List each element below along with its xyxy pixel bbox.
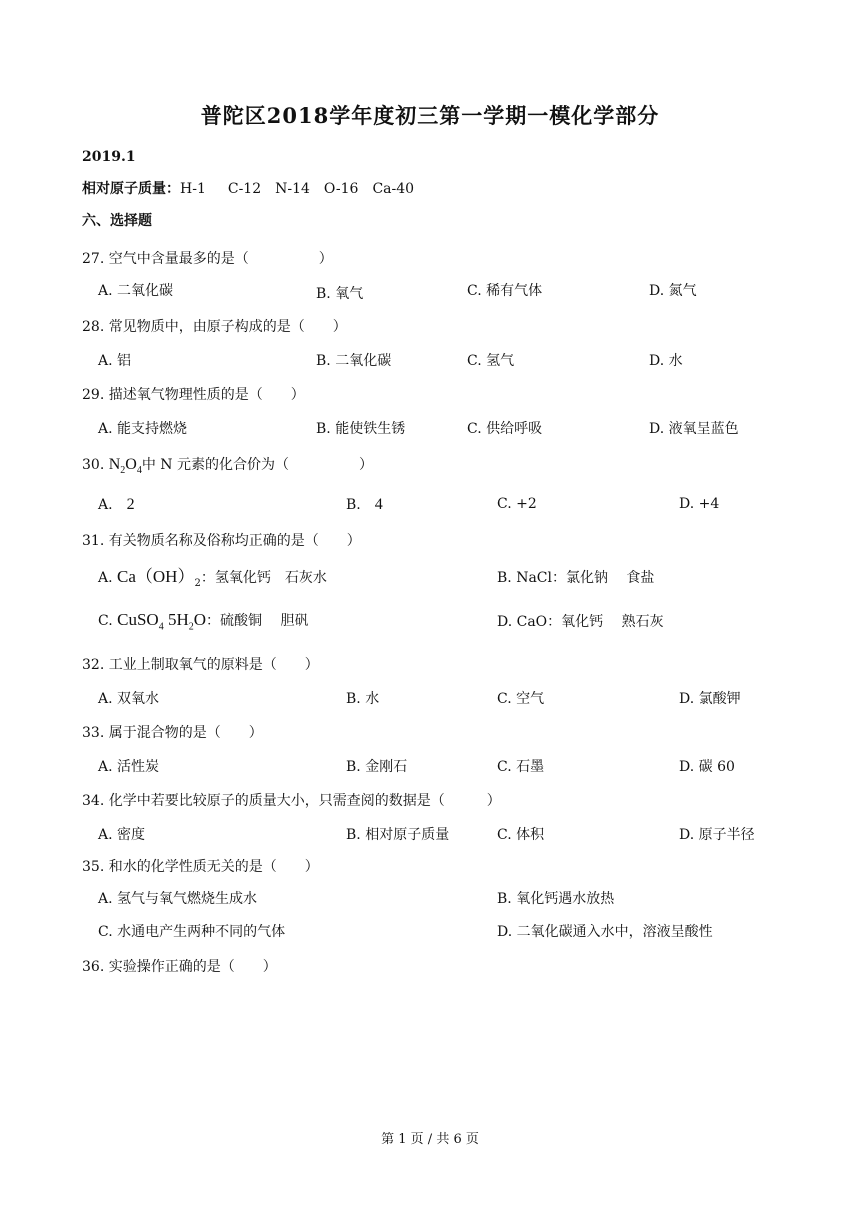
atomic-mass-h: H-1 (180, 181, 206, 197)
option-b-value: 4 (374, 496, 383, 513)
formula-n2o4: $N_2O_4$ (108, 456, 142, 477)
option-d: D. CaO：氧化钙 熟石灰 (497, 614, 664, 630)
option-b: B. 二氧化碳 (316, 353, 392, 369)
option-d: D. +4 (679, 496, 720, 512)
option-b: B. 水 (346, 691, 380, 707)
option-d: D. 氮气 (649, 283, 697, 299)
question-stem: 35. 和水的化学性质无关的是（ ） (82, 859, 319, 875)
option-c: C. 氢气 (467, 353, 515, 369)
atomic-mass-o: O-16 (323, 181, 359, 197)
option-b: B. 4 (346, 496, 383, 513)
option-d: D. 氯酸钾 (679, 691, 741, 707)
option-a: A. 二氧化碳 (98, 283, 174, 299)
option-c: C. 石墨 (497, 759, 545, 775)
option-b: B. 氧化钙遇水放热 (497, 891, 615, 907)
option-c: C. 水通电产生两种不同的气体 (98, 924, 286, 940)
option-b: B. 能使铁生锈 (316, 421, 406, 437)
question-stem: 27. 空气中含量最多的是（ ） (82, 251, 333, 267)
option-a: A. 双氧水 (98, 691, 160, 707)
option-d: D. 二氧化碳通入水中，溶液呈酸性 (497, 924, 713, 940)
option-b: B. 金刚石 (346, 759, 408, 775)
option-b: B. 氧气 (316, 286, 364, 302)
option-c: C. +2 (497, 496, 537, 512)
question-text: 中 N 元素的化合价为（ ） (141, 457, 373, 473)
question-stem: 29. 描述氧气物理性质的是（ ） (82, 387, 305, 403)
question-stem: 33. 属于混合物的是（ ） (82, 725, 263, 741)
option-c: C. 体积 (497, 827, 545, 843)
section-heading: 六、选择题 (82, 213, 152, 229)
exam-date: 2019.1 (82, 149, 136, 165)
option-a: A. 氢气与氧气燃烧生成水 (98, 891, 258, 907)
option-c: C. 空气 (497, 691, 545, 707)
question-stem: 34. 化学中若要比较原子的质量大小，只需查阅的数据是（ ） (82, 793, 501, 809)
option-d: D. 液氧呈蓝色 (649, 421, 739, 437)
option-b: B. NaCl：氯化钠 食盐 (497, 570, 655, 586)
option-a: A. 2 (98, 496, 135, 513)
atomic-mass-n: N-14 (275, 181, 310, 197)
option-d: D. 原子半径 (679, 827, 755, 843)
option-a: A. 密度 (98, 827, 146, 843)
question-stem: 32. 工业上制取氧气的原料是（ ） (82, 657, 319, 673)
question-stem: 31. 有关物质名称及俗称均正确的是（ ） (82, 533, 361, 549)
option-a: A. $Ca(OH)_2$：氢氧化钙 石灰水 (98, 567, 327, 589)
option-a-value: 2 (126, 496, 135, 513)
atomic-mass-label: 相对原子质量： (82, 181, 180, 197)
question-stem: 28. 常见物质中，由原子构成的是（ ） (82, 319, 347, 335)
option-a: A. 活性炭 (98, 759, 160, 775)
atomic-mass-ca: Ca-40 (372, 181, 415, 197)
page-title: 普陀区2018学年度初三第一学期一模化学部分 (200, 103, 660, 128)
question-number: 30. (82, 457, 105, 473)
option-d: D. 水 (649, 353, 683, 369)
option-d: D. 碳 60 (679, 759, 735, 775)
atomic-mass-line (82, 178, 414, 198)
question-stem (82, 454, 373, 476)
option-b: B. 相对原子质量 (346, 827, 450, 843)
option-c: C. 稀有气体 (467, 283, 543, 299)
page-footer: 第 1 页 / 共 6 页 (381, 1132, 479, 1147)
option-c: C. CuSO$_4$ $5H_2O$：硫酸铜 胆矾 (98, 610, 309, 633)
option-a: A. 能支持燃烧 (98, 421, 188, 437)
question-stem: 36. 实验操作正确的是（ ） (82, 959, 277, 975)
atomic-mass-c: C-12 (227, 181, 262, 197)
option-a: A. 铝 (98, 353, 132, 369)
option-c: C. 供给呼吸 (467, 421, 543, 437)
